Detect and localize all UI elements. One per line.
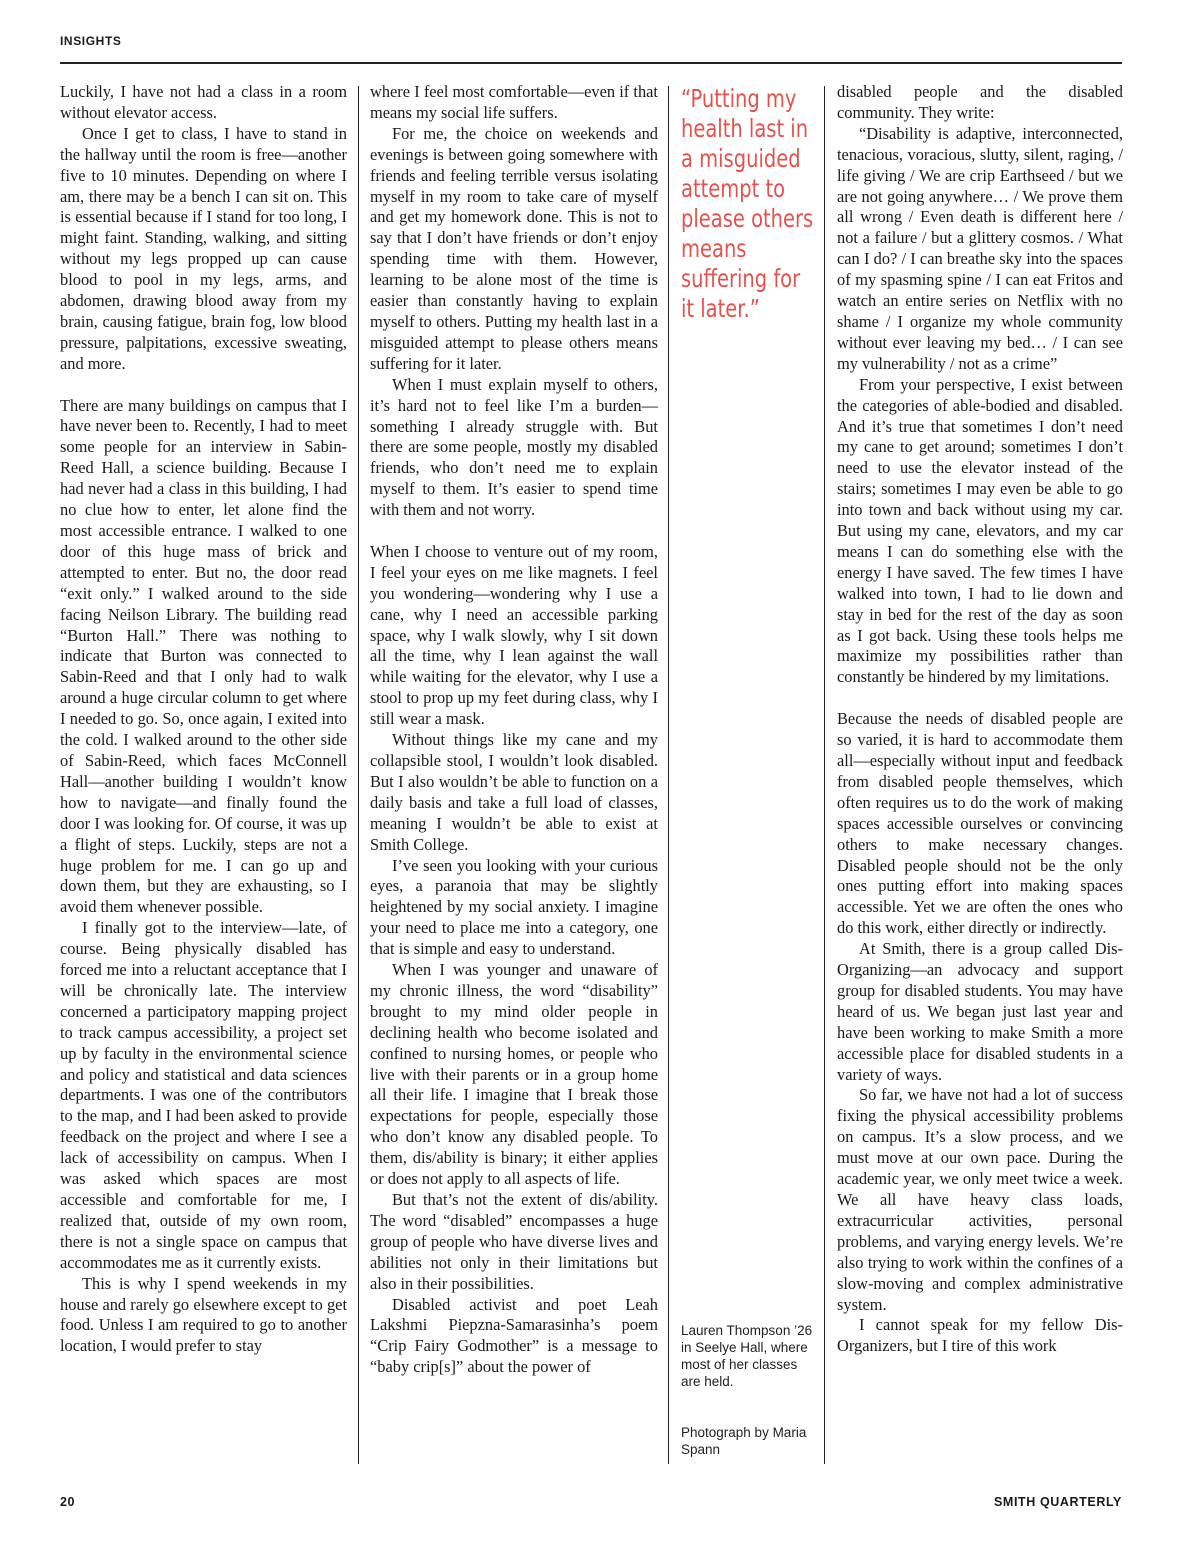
paragraph: where I feel most comfortable—even if that means my social life suffers.: [370, 82, 658, 122]
paragraph: “Disability is adaptive, interconnected, tenacious, voracious, slutty, silent, raging, / life giving / We are crip Earthseed / but we are not going anywhere… / We prove them all wrong / Even death is different here / not a failure / but a glittery cosmos. / What can I do? / I can breathe sky into the spaces of my spasming spine / I can eat Fritos and watch an entire series on Netflix with no shame / I organize my whole community without ever leaving my bed… / I can see my vulnerability / not as a crime”: [837, 123, 1123, 373]
paragraph: Without things like my cane and my collapsible stool, I wouldn’t look disabled. But I also wouldn’t be able to function on a daily basis and take a full load of classes, meaning I wouldn’t be able to exist at Smith College.: [370, 730, 658, 854]
article-column-1: [60, 82, 347, 1357]
paragraph: But that’s not the extent of dis/ability. The word “disabled” encompasses a huge group of people who have diverse lives and abilities not only in their limitations but also in their possibilities.: [370, 1190, 658, 1293]
paragraph: Because the needs of disabled people are so varied, it is hard to accommodate them all—especially without input and feedback from disabled people themselves, which often requires us to do the work of making spaces accessible ourselves or convincing others to make necessary changes. Disabled people should not be the only ones putting effort into making spaces accessible. Yet we are often the ones who do this work, either directly or indirectly.: [837, 709, 1123, 938]
paragraph: So far, we have not had a lot of success fixing the physical accessibility problems on campus. It’s a slow process, and we must move at our own pace. During the academic year, we only meet twice a week. We all have heavy class loads, extracurricular activities, personal problems, and varying energy levels. We’re also trying to work within the confines of a slow-moving and complex administrative system.: [837, 1085, 1123, 1314]
photo-credit: Photograph by Maria Spann: [681, 1425, 807, 1457]
section-label: INSIGHTS: [60, 34, 122, 48]
paragraph: There are many buildings on campus that I have never been to. Recently, I had to meet some people for an interview in Sabin-Reed Hall, a science building. Because I had never had a class in this building, I had no clue how to enter, let alone find the most accessible entrance. I walked to one door of this huge mass of brick and attempted to enter. But no, the door read “exit only.” I walked around to the side facing Neilson Library. The building read “Burton Hall.” There was nothing to indicate that Burton was connected to Sabin-Reed and that I only had to walk around a huge circular column to get where I needed to go. So, once again, I exited into the cold. I walked around to the other side of Sabin-Reed, which faces McConnell Hall—another building I wouldn’t know how to navigate—and finally found the door I was looking for. Of course, it was up a flight of steps. Luckily, steps are not a huge problem for me. I can go up and down them, but they are exhausting, so I avoid them whenever possible.: [60, 395, 347, 917]
paragraph: I finally got to the interview—late, of course. Being physically disabled has forced me into a reluctant acceptance that I will be chronically late. The interview concerned a participatory mapping project to track campus accessibility, a project set up by faculty in the environmental science and policy and statistical and data sciences departments. I was one of the contributors to the map, and I had been asked to provide feedback on the project and where I see a lack of accessibility on campus. When I was asked which spaces are most accessible and comfortable for me, I realized that, outside of my own room, there is not a single space on campus that accommodates me as it currently exists.: [60, 918, 347, 1272]
paragraph: For me, the choice on weekends and evenings is between going somewhere with friends and feeling terrible versus isolating myself in my room to take care of myself and get my homework done. This is not to say that I don’t have friends or don’t enjoy spending time with them. However, learning to be alone most of the time is easier than constantly having to explain myself to others. Putting my health last in a misguided attempt to please others means suffering for it later.: [370, 123, 658, 373]
paragraph: This is why I spend weekends in my house and rarely go elsewhere except to get food. Unless I am required to go to another location, I would prefer to stay: [60, 1273, 347, 1356]
paragraph: At Smith, there is a group called Dis-Organizing—an advocacy and support group for disabled students. You may have heard of us. We began just last year and have been working to make Smith a more accessible place for disabled students in a variety of ways.: [837, 939, 1123, 1084]
article-column-2: [370, 82, 658, 1378]
article-column-3: [837, 82, 1123, 1357]
photo-caption: Lauren Thompson ’26 in Seelye Hall, where most of her classes are held.: [681, 1323, 813, 1389]
paragraph: Once I get to class, I have to stand in the hallway until the room is free—another five to 10 minutes. Depending on where I am, there may be a bench I can sit on. This is essential because if I stand for too long, I might faint. Standing, walking, and sitting without my legs propped up can cause blood to pool in my legs, arms, and abdomen, drawing blood away from my brain, causing fatigue, brain fog, low blood pressure, palpitations, excessive sweating, and more.: [60, 123, 347, 373]
paragraph: I’ve seen you looking with your curious eyes, a paranoia that may be slightly heightened by my social anxiety. I imagine your need to place me into a category, one that is simple and easy to understand.: [370, 855, 658, 959]
paragraph: When I must explain myself to others, it’s hard not to feel like I’m a burden—something I already struggle with. But there are some people, mostly my disabled friends, who don’t need me to explain myself to them. It’s easier to spend time with them and not worry.: [370, 374, 658, 520]
page-number: 20: [60, 1495, 76, 1509]
column-divider: [358, 86, 359, 1464]
paragraph: Luckily, I have not had a class in a room without elevator access.: [60, 82, 347, 122]
column-divider: [668, 86, 669, 1464]
paragraph: disabled people and the disabled community. They write:: [837, 82, 1123, 122]
paragraph: When I choose to venture out of my room, I feel your eyes on me like magnets. I feel you wondering—wondering why I use a cane, why I need an accessible parking space, why I walk slowly, why I sit down all the time, why I lean against the wall while waiting for the elevator, why I use a stool to prop up my feet during class, why I still wear a mask.: [370, 541, 658, 729]
top-rule: [60, 62, 1122, 64]
paragraph: Disabled activist and poet Leah Lakshmi Piepzna-Samarasinha’s poem “Crip Fairy Godmother” is a message to “baby crip[s]” about the power of: [370, 1294, 658, 1377]
column-divider: [824, 86, 825, 1464]
paragraph: When I was younger and unaware of my chronic illness, the word “disability” brought to my mind older people in declining health who become isolated and confined to nursing homes, or people who live with their parents or in a group home all their life. I imagine that I break those expectations for people, especially those who don’t know any disabled people. To them, dis/ability is binary; it either applies or does not apply to all aspects of life.: [370, 960, 658, 1189]
pull-quote: “Putting my health last in a misguided attempt to please others means suffering for it later.”: [681, 84, 814, 323]
paragraph: From your perspective, I exist between the categories of able-bodied and disabled. And it’s true that sometimes I don’t need my cane to get around; sometimes I don’t need to use the elevator instead of the stairs; sometimes I may even be able to go into town and back without using my car. But using my cane, elevators, and my car means I can do something else with the energy I have saved. The few times I have walked into town, I had to lie down and stay in bed for the rest of the day as soon as I got back. Using these tools helps me maximize my possibilities rather than constantly be hindered by my limitations.: [837, 374, 1123, 687]
publication-name: SMITH QUARTERLY: [994, 1495, 1122, 1509]
paragraph: I cannot speak for my fellow Dis-Organizers, but I tire of this work: [837, 1315, 1123, 1356]
